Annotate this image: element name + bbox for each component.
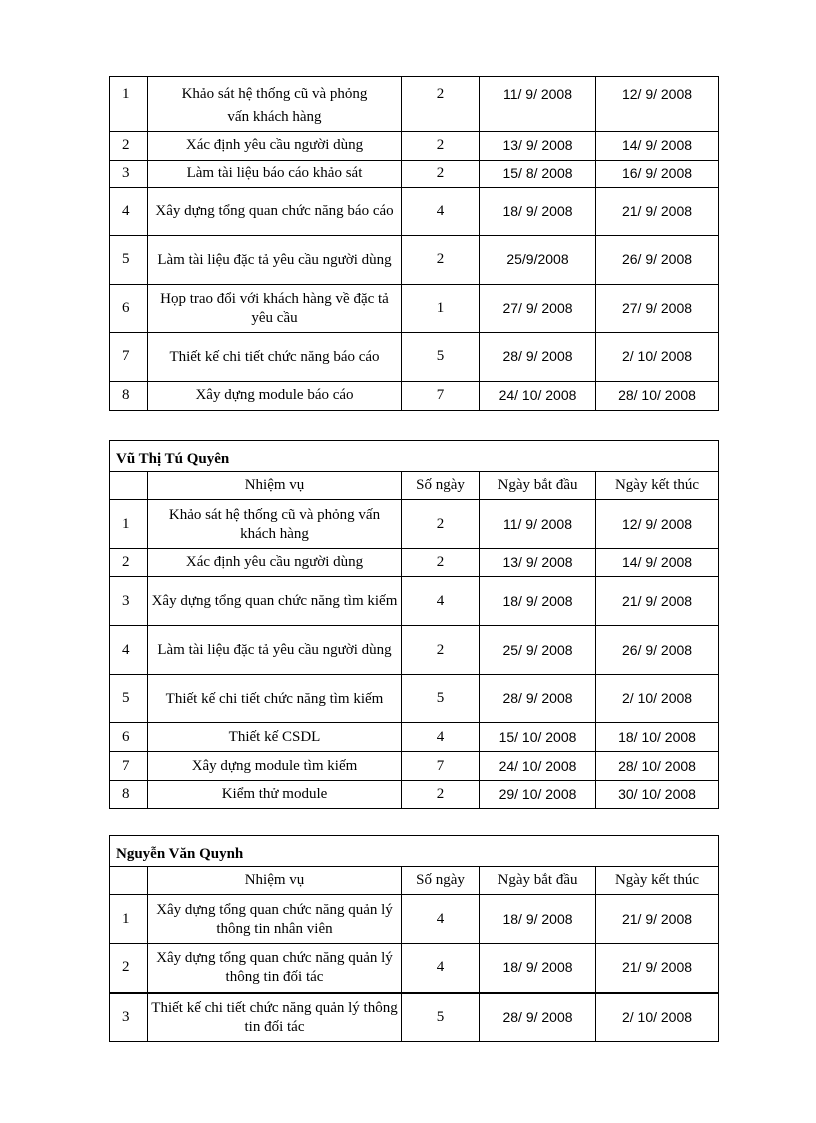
task-end-date: 14/ 9/ 2008 — [596, 549, 719, 577]
task-start-date: 25/ 9/ 2008 — [480, 626, 596, 675]
task-name: Làm tài liệu đặc tả yêu cầu người dùng — [148, 235, 402, 284]
task-days: 5 — [402, 675, 480, 723]
task-end-date: 12/ 9/ 2008 — [596, 500, 719, 549]
task-days: 2 — [402, 781, 480, 809]
task-end-date: 27/ 9/ 2008 — [596, 284, 719, 332]
task-days: 2 — [402, 160, 480, 187]
table-row — [110, 332, 719, 381]
row-number: 8 — [110, 381, 148, 410]
row-number: 3 — [110, 993, 148, 1042]
task-days: 2 — [402, 549, 480, 577]
table-title-row — [110, 441, 719, 472]
row-number: 2 — [110, 131, 148, 160]
task-name: Xây dựng module tìm kiếm — [148, 752, 402, 781]
row-number: 1 — [110, 895, 148, 944]
member-name: Nguyễn Văn Quynh — [110, 836, 719, 867]
task-days: 2 — [402, 131, 480, 160]
task-end-date: 14/ 9/ 2008 — [596, 131, 719, 160]
task-end-date: 26/ 9/ 2008 — [596, 235, 719, 284]
table-row — [110, 577, 719, 626]
task-days: 4 — [402, 577, 480, 626]
task-days: 4 — [402, 895, 480, 944]
task-days: 5 — [402, 332, 480, 381]
task-end-date: 26/ 9/ 2008 — [596, 626, 719, 675]
task-end-date: 2/ 10/ 2008 — [596, 332, 719, 381]
task-end-date: 30/ 10/ 2008 — [596, 781, 719, 809]
row-number: 4 — [110, 626, 148, 675]
task-end-date: 21/ 9/ 2008 — [596, 187, 719, 235]
task-end-date: 28/ 10/ 2008 — [596, 752, 719, 781]
table-row — [110, 131, 719, 160]
header-days: Số ngày — [402, 472, 480, 500]
table-header-row — [110, 867, 719, 895]
task-name: Làm tài liệu đặc tả yêu cầu người dùng — [148, 626, 402, 675]
task-name: Thiết kế chi tiết chức năng quản lý thông tin đối tác — [148, 993, 402, 1042]
task-table-2 — [109, 440, 719, 809]
task-name: Làm tài liệu báo cáo khảo sát — [148, 160, 402, 187]
task-name: Xây dựng tổng quan chức năng quản lý thông tin nhân viên — [148, 895, 402, 944]
task-days: 7 — [402, 381, 480, 410]
task-start-date: 18/ 9/ 2008 — [480, 577, 596, 626]
task-start-date: 24/ 10/ 2008 — [480, 752, 596, 781]
row-number: 6 — [110, 723, 148, 752]
row-number: 7 — [110, 752, 148, 781]
row-number: 5 — [110, 675, 148, 723]
task-table-1 — [109, 76, 719, 411]
task-start-date: 11/ 9/ 2008 — [480, 77, 596, 105]
table-title-row — [110, 836, 719, 867]
task-name: Thiết kế CSDL — [148, 723, 402, 752]
table-row — [110, 626, 719, 675]
task-end-date: 12/ 9/ 2008 — [596, 77, 719, 105]
row-number: 3 — [110, 160, 148, 187]
task-start-date: 15/ 8/ 2008 — [480, 160, 596, 187]
task-start-date: 18/ 9/ 2008 — [480, 187, 596, 235]
task-days: 2 — [402, 626, 480, 675]
task-start-date: 27/ 9/ 2008 — [480, 284, 596, 332]
task-days: 2 — [402, 77, 480, 105]
task-name: Thiết kế chi tiết chức năng tìm kiếm — [148, 675, 402, 723]
table-row — [110, 723, 719, 752]
task-end-date: 2/ 10/ 2008 — [596, 993, 719, 1042]
task-start-date: 13/ 9/ 2008 — [480, 131, 596, 160]
row-number: 8 — [110, 781, 148, 809]
task-days: 4 — [402, 944, 480, 993]
row-number: 1 — [110, 77, 148, 105]
task-end-date: 21/ 9/ 2008 — [596, 895, 719, 944]
table-row — [110, 160, 719, 187]
member-name: Vũ Thị Tú Quyên — [110, 441, 719, 472]
task-end-date: 21/ 9/ 2008 — [596, 944, 719, 993]
task-name: Xác định yêu cầu người dùng — [148, 131, 402, 160]
task-end-date: 21/ 9/ 2008 — [596, 577, 719, 626]
task-name: Xây dựng tổng quan chức năng báo cáo — [148, 187, 402, 235]
task-days: 1 — [402, 284, 480, 332]
task-end-date: 28/ 10/ 2008 — [596, 381, 719, 410]
header-task: Nhiệm vụ — [148, 472, 402, 500]
row-number: 3 — [110, 577, 148, 626]
task-days: 5 — [402, 993, 480, 1042]
task-days: 4 — [402, 723, 480, 752]
task-start-date: 18/ 9/ 2008 — [480, 895, 596, 944]
task-name: Thiết kế chi tiết chức năng báo cáo — [148, 332, 402, 381]
table-row — [110, 752, 719, 781]
task-start-date: 15/ 10/ 2008 — [480, 723, 596, 752]
table-row — [110, 284, 719, 332]
task-days: 7 — [402, 752, 480, 781]
task-days: 2 — [402, 235, 480, 284]
table-header-row — [110, 472, 719, 500]
task-name: Khảo sát hệ thống cũ và phỏng — [148, 77, 402, 105]
task-start-date: 25/9/2008 — [480, 235, 596, 284]
row-number: 1 — [110, 500, 148, 549]
header-end: Ngày kết thúc — [596, 867, 719, 895]
task-start-date: 29/ 10/ 2008 — [480, 781, 596, 809]
header-end: Ngày kết thúc — [596, 472, 719, 500]
task-start-date: 18/ 9/ 2008 — [480, 944, 596, 993]
table-row — [110, 781, 719, 809]
header-start: Ngày bắt đầu — [480, 472, 596, 500]
table-row — [110, 381, 719, 410]
header-start: Ngày bắt đầu — [480, 867, 596, 895]
table-row — [110, 895, 719, 944]
row-number: 4 — [110, 187, 148, 235]
table-row — [110, 944, 719, 993]
task-days: 2 — [402, 500, 480, 549]
task-start-date: 24/ 10/ 2008 — [480, 381, 596, 410]
table-row — [110, 549, 719, 577]
task-start-date: 13/ 9/ 2008 — [480, 549, 596, 577]
task-end-date: 18/ 10/ 2008 — [596, 723, 719, 752]
task-days: 4 — [402, 187, 480, 235]
header-days: Số ngày — [402, 867, 480, 895]
task-start-date: 28/ 9/ 2008 — [480, 993, 596, 1042]
table-row — [110, 235, 719, 284]
table-row — [110, 77, 719, 105]
row-number: 7 — [110, 332, 148, 381]
task-end-date: 16/ 9/ 2008 — [596, 160, 719, 187]
table-row — [110, 675, 719, 723]
task-start-date: 28/ 9/ 2008 — [480, 332, 596, 381]
row-number: 2 — [110, 944, 148, 993]
task-name: Kiểm thử module — [148, 781, 402, 809]
table-row — [110, 187, 719, 235]
task-name: Khảo sát hệ thống cũ và phỏng vấn khách hàng — [148, 500, 402, 549]
row-number: 5 — [110, 235, 148, 284]
table-row — [110, 104, 719, 131]
table-row — [110, 993, 719, 1042]
task-name: Xây dựng tổng quan chức năng quản lý thông tin đối tác — [148, 944, 402, 993]
task-start-date: 28/ 9/ 2008 — [480, 675, 596, 723]
table-row — [110, 500, 719, 549]
row-number: 2 — [110, 549, 148, 577]
task-name: Xác định yêu cầu người dùng — [148, 549, 402, 577]
task-end-date: 2/ 10/ 2008 — [596, 675, 719, 723]
task-start-date: 11/ 9/ 2008 — [480, 500, 596, 549]
row-number: 6 — [110, 284, 148, 332]
task-name: Xây dựng module báo cáo — [148, 381, 402, 410]
task-name: Họp trao đổi với khách hàng về đặc tả yêu cầu — [148, 284, 402, 332]
task-name-continued: vấn khách hàng — [148, 104, 402, 131]
task-table-3 — [109, 835, 719, 1042]
task-name: Xây dựng tổng quan chức năng tìm kiếm — [148, 577, 402, 626]
header-task: Nhiệm vụ — [148, 867, 402, 895]
